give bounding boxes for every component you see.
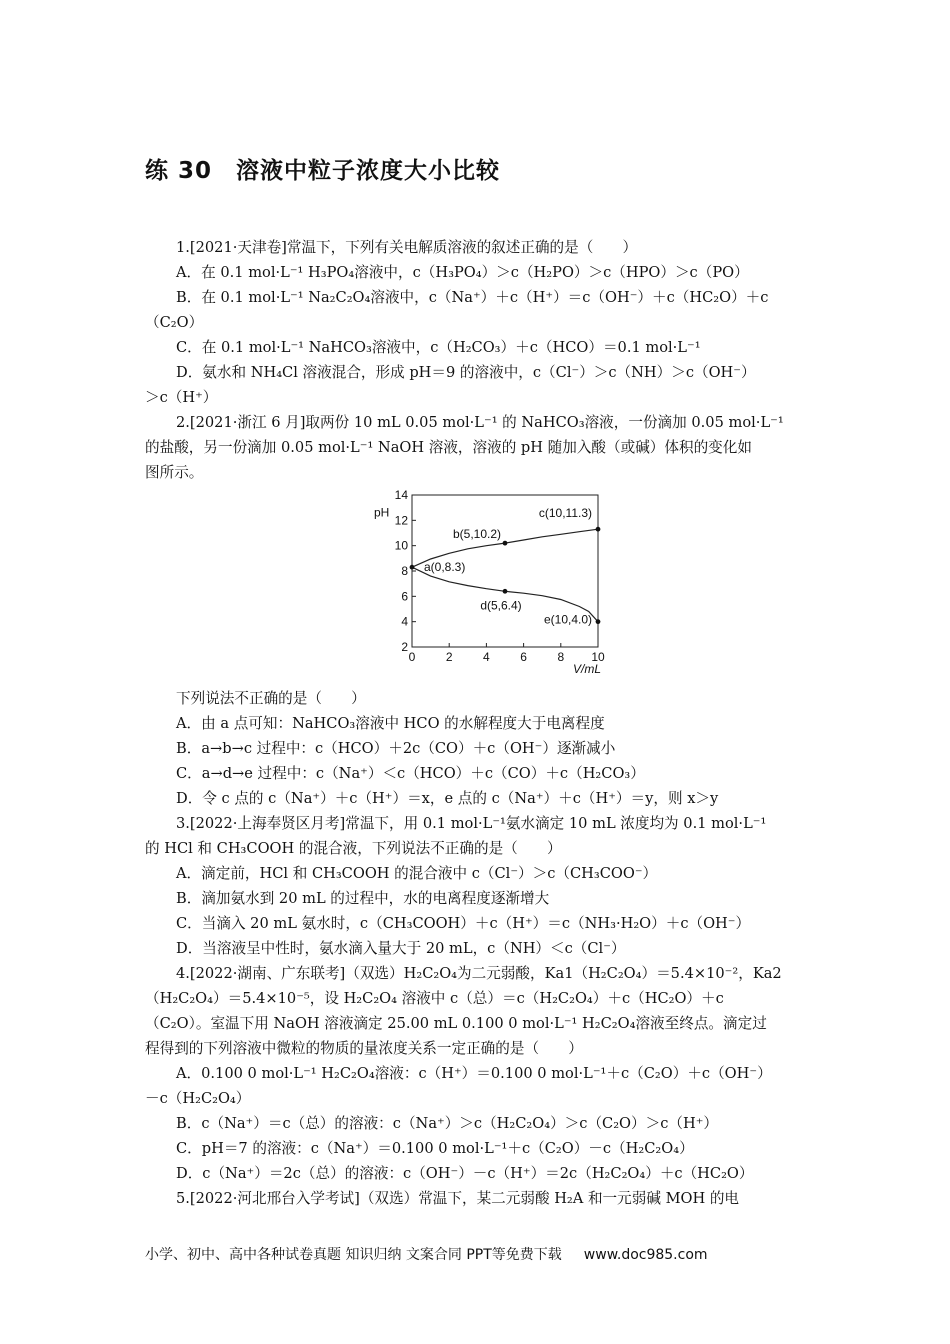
x-tick-label: 0 — [408, 650, 416, 664]
data-point-label: e(10,4.0) — [543, 612, 592, 627]
q2-option-b: B．a→b→c 过程中：c（HCO）＋2c（CO）＋c（OH⁻）逐渐减小 — [176, 740, 616, 757]
q1-option-a: A．在 0.1 mol·L⁻¹ H₃PO₄溶液中，c（H₃PO₄）＞c（H₂PO）＞c（HPO）＞c（PO） — [176, 264, 749, 281]
q3-option-d: D．当溶液呈中性时，氨水滴入量大于 20 mL，c（NH）＜c（Cl⁻） — [176, 940, 626, 957]
q2-stem-cont2: 图所示。 — [145, 464, 204, 481]
y-tick-label: 4 — [401, 614, 408, 629]
x-tick-label: 8 — [557, 650, 565, 664]
q1-option-d-cont: ＞c（H⁺） — [145, 389, 218, 406]
data-point-label: b(5,10.2) — [452, 527, 501, 542]
ph-chart — [360, 485, 620, 675]
data-point — [596, 619, 601, 624]
q5-stem: 5.[2022·河北邢台入学考试]（双选）常温下，某二元弱酸 H₂A 和一元弱碱 MOH 的电 — [176, 1190, 740, 1207]
data-point — [503, 589, 508, 594]
x-tick-label: 2 — [445, 650, 453, 664]
q2-option-d: D．令 c 点的 c（Na⁺）＋c（H⁺）＝x，e 点的 c（Na⁺）＋c（H⁺）＝y，则 x＞y — [176, 790, 719, 807]
q2-option-a: A．由 a 点可知：NaHCO₃溶液中 HCO 的水解程度大于电离程度 — [176, 715, 605, 732]
q1-option-d: D．氨水和 NH₄Cl 溶液混合，形成 pH＝9 的溶液中，c（Cl⁻）＞c（NH）＞c（OH⁻） — [176, 364, 756, 381]
data-point-label: a(0,8.3) — [424, 560, 466, 575]
x-axis-label: V/mL — [572, 662, 601, 675]
footer-text: 小学、初中、高中各种试卷真题 知识归纳 文案合同 PPT等免费下载 — [145, 1247, 562, 1263]
q3-stem: 3.[2022·上海奉贤区月考]常温下，用 0.1 mol·L⁻¹氨水滴定 10 mL 浓度均为 0.1 mol·L⁻¹ — [176, 815, 767, 832]
data-point-label: c(10,11.3) — [538, 506, 592, 521]
data-point — [410, 565, 415, 570]
q2-option-c: C．a→d→e 过程中：c（Na⁺）＜c（HCO）＋c（CO）＋c（H₂CO₃） — [176, 765, 645, 782]
y-tick-label: 6 — [401, 589, 408, 604]
q3-stem-cont: 的 HCl 和 CH₃COOH 的混合液，下列说法不正确的是（ ） — [145, 840, 562, 857]
footer-site-link[interactable]: www.doc985.com — [583, 1247, 708, 1263]
q4-stem: 4.[2022·湖南、广东联考]（双选）H₂C₂O₄为二元弱酸，Ka1（H₂C₂O₄）＝5.4×10⁻²，Ka2 — [176, 965, 782, 982]
q4-stem-cont2: （C₂O）。室温下用 NaOH 溶液滴定 25.00 mL 0.100 0 mol·L⁻¹ H₂C₂O₄溶液至终点。滴定过 — [145, 1015, 767, 1032]
data-point — [503, 541, 508, 546]
page-title: 练 30 溶液中粒子浓度大小比较 — [145, 158, 501, 184]
q4-option-b: B．c（Na⁺）＝c（总）的溶液：c（Na⁺）＞c（H₂C₂O₄）＞c（C₂O）＞c（H⁺） — [176, 1115, 718, 1132]
q3-option-c: C．当滴入 20 mL 氨水时，c（CH₃COOH）＋c（H⁺）＝c（NH₃·H₂O）＋c（OH⁻） — [176, 915, 751, 932]
q4-option-d: D．c（Na⁺）＝2c（总）的溶液：c（OH⁻）－c（H⁺）＝2c（H₂C₂O₄）＋c（HC₂O） — [176, 1165, 754, 1182]
x-tick-label: 10 — [591, 650, 605, 664]
q3-option-a: A．滴定前，HCl 和 CH₃COOH 的混合液中 c（Cl⁻）＞c（CH₃COO⁻） — [176, 865, 658, 882]
q1-option-c: C．在 0.1 mol·L⁻¹ NaHCO₃溶液中，c（H₂CO₃）＋c（HCO）＝0.1 mol·L⁻¹ — [176, 339, 701, 356]
y-tick-label: 10 — [394, 538, 408, 553]
x-tick-label: 4 — [483, 650, 490, 664]
q2-stem-cont: 的盐酸，另一份滴加 0.05 mol·L⁻¹ NaOH 溶液，溶液的 pH 随加入酸（或碱）体积的变化如 — [145, 439, 752, 456]
q1-stem: 1.[2021·天津卷]常温下，下列有关电解质溶液的叙述正确的是（ ） — [176, 239, 638, 256]
q1-option-b: B．在 0.1 mol·L⁻¹ Na₂C₂O₄溶液中，c（Na⁺）＋c（H⁺）＝c（OH⁻）＋c（HC₂O）＋c — [176, 289, 769, 306]
y-tick-label: 8 — [401, 564, 408, 578]
q4-stem-cont3: 程得到的下列溶液中微粒的物质的量浓度关系一定正确的是（ ） — [145, 1040, 583, 1057]
footer — [145, 1244, 708, 1264]
data-point — [596, 527, 601, 532]
y-tick-label: 14 — [394, 488, 408, 502]
q4-option-a-cont: －c（H₂C₂O₄） — [145, 1090, 251, 1107]
data-point-label: d(5,6.4) — [480, 598, 522, 613]
q1-option-b-cont: （C₂O） — [145, 314, 204, 331]
y-tick-label: 2 — [401, 640, 408, 654]
q4-stem-cont: （H₂C₂O₄）＝5.4×10⁻⁵，设 H₂C₂O₄ 溶液中 c（总）＝c（H₂C₂O₄）＋c（HC₂O）＋c — [145, 990, 724, 1007]
q2-question: 下列说法不正确的是（ ） — [176, 690, 366, 707]
q3-option-b: B．滴加氨水到 20 mL 的过程中，水的电离程度逐渐增大 — [176, 890, 550, 907]
y-tick-label: 12 — [394, 513, 408, 528]
y-axis-label: pH — [374, 505, 390, 520]
q4-option-a: A．0.100 0 mol·L⁻¹ H₂C₂O₄溶液：c（H⁺）＝0.100 0 mol·L⁻¹＋c（C₂O）＋c（OH⁻） — [176, 1065, 772, 1082]
q4-option-c: C．pH＝7 的溶液：c（Na⁺）＝0.100 0 mol·L⁻¹＋c（C₂O）－c（H₂C₂O₄） — [176, 1140, 694, 1157]
x-tick-label: 6 — [520, 650, 527, 664]
q2-stem: 2.[2021·浙江 6 月]取两份 10 mL 0.05 mol·L⁻¹ 的 NaHCO₃溶液，一份滴加 0.05 mol·L⁻¹ — [176, 414, 784, 431]
